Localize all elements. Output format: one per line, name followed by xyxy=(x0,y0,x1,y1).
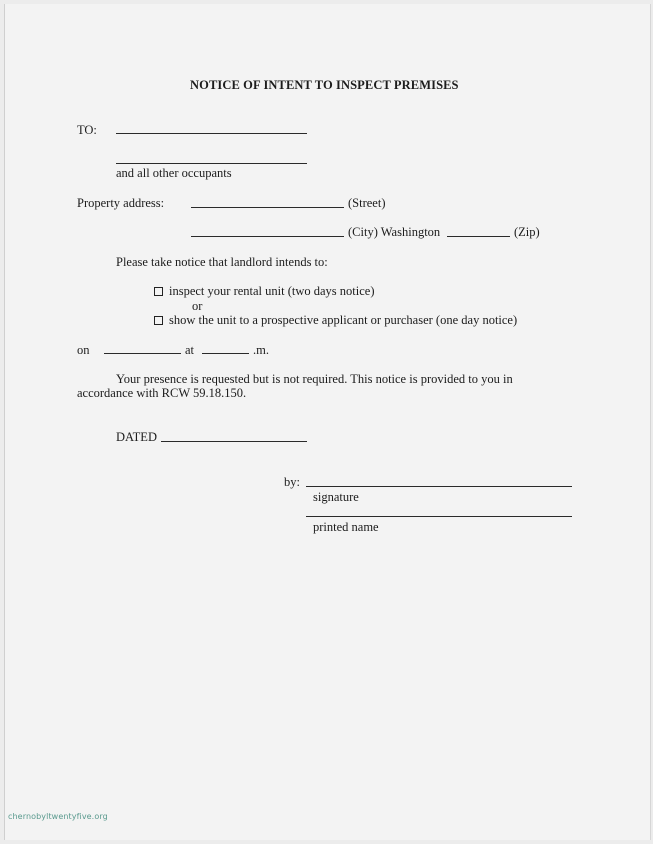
watermark-text: chernobyltwentyfive.org xyxy=(8,812,108,821)
occupants-name-blank[interactable] xyxy=(116,163,307,164)
printed-name-blank[interactable] xyxy=(306,516,572,517)
dated-blank[interactable] xyxy=(161,441,307,442)
to-name-blank[interactable] xyxy=(116,133,307,134)
signature-blank[interactable] xyxy=(306,486,572,487)
time-blank[interactable] xyxy=(202,353,249,354)
document-page xyxy=(4,4,651,840)
zip-label: (Zip) xyxy=(514,225,540,239)
signature-label: signature xyxy=(313,490,359,504)
property-address-label: Property address: xyxy=(77,196,165,210)
at-label: at xyxy=(185,343,195,357)
street-blank[interactable] xyxy=(191,207,344,208)
date-blank[interactable] xyxy=(104,353,181,354)
city-label: (City) Washington xyxy=(348,225,441,239)
on-label: on xyxy=(77,343,90,357)
presence-line-1: Your presence is requested but is not required. This notice is provided to you in xyxy=(116,372,513,386)
city-blank[interactable] xyxy=(191,236,344,237)
am-pm-label: .m. xyxy=(253,343,269,357)
street-label: (Street) xyxy=(348,196,386,210)
zip-blank[interactable] xyxy=(447,236,510,237)
or-label: or xyxy=(192,299,203,313)
inspect-checkbox[interactable] xyxy=(154,287,163,296)
presence-line-2: accordance with RCW 59.18.150. xyxy=(77,386,247,400)
dated-label: DATED xyxy=(116,430,157,444)
document-title: NOTICE OF INTENT TO INSPECT PREMISES xyxy=(190,78,459,92)
occupants-label: and all other occupants xyxy=(116,166,232,180)
by-label: by: xyxy=(284,475,300,489)
option-show-label: show the unit to a prospective applicant or purchaser (one day notice) xyxy=(169,313,518,327)
to-label: TO: xyxy=(77,123,97,137)
printed-name-label: printed name xyxy=(313,520,379,534)
option-inspect-label: inspect your rental unit (two days notice) xyxy=(169,284,375,298)
show-checkbox[interactable] xyxy=(154,316,163,325)
notice-intro: Please take notice that landlord intends to: xyxy=(116,255,328,269)
